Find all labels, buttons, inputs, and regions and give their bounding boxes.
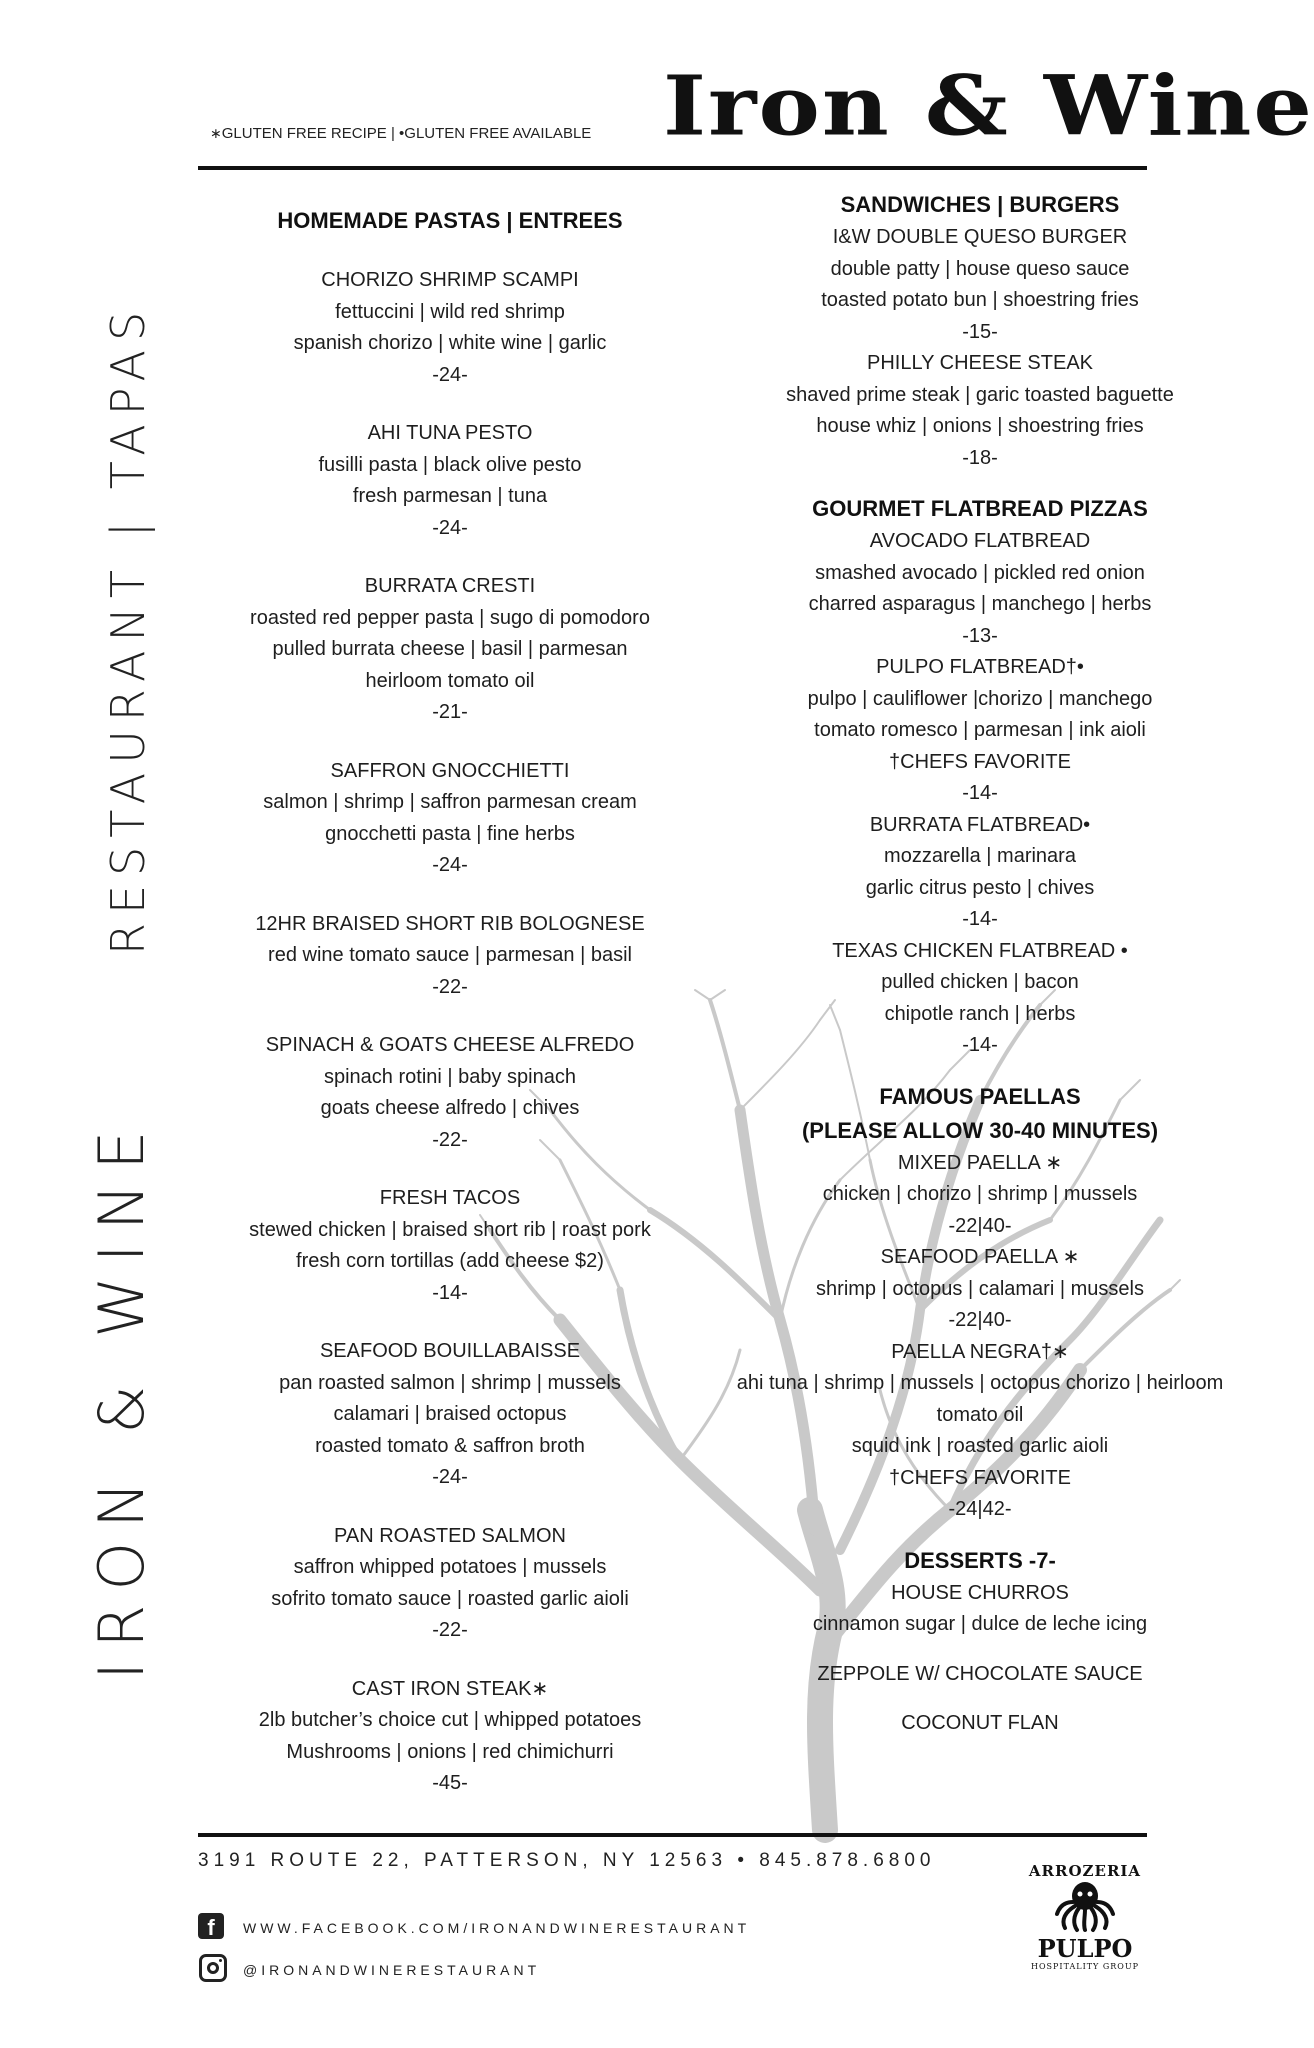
side-tagline: RESTAURANT | TAPAS <box>101 302 155 955</box>
footer-rule <box>198 1833 1147 1837</box>
menu-item-description: chicken | chorizo | shrimp | mussels <box>822 1183 1138 1205</box>
menu-item-description: charred asparagus | manchego | herbs <box>808 593 1152 615</box>
menu-item-description: †CHEFS FAVORITE <box>889 1466 1071 1489</box>
menu-item-price: -22- <box>432 975 468 998</box>
section-subtitle-paellas: (PLEASE ALLOW 30-40 MINUTES) <box>801 1117 1159 1143</box>
menu-item-price: -15- <box>962 320 998 343</box>
menu-item-price: -24- <box>432 516 468 539</box>
menu-item-price: -21- <box>432 701 468 723</box>
logo-hospitality-group: HOSPITALITY GROUP <box>1031 1962 1139 1971</box>
menu-item-name: I&W DOUBLE QUESO BURGER <box>832 226 1128 248</box>
menu-item-description: roasted tomato & saffron broth <box>315 1434 585 1457</box>
menu-item-description: pulled burrata cheese | basil | parmesan <box>272 638 628 660</box>
facebook-icon[interactable]: f <box>198 1913 224 1939</box>
menu-item <box>700 1242 1260 1337</box>
menu-item-price: -22|40- <box>948 1309 1012 1331</box>
menu-item-price: -45- <box>432 1772 468 1794</box>
menu-item <box>170 1647 730 1800</box>
menu-item-description: toasted potato bun | shoestring fries <box>821 289 1139 311</box>
menu-item-description: shrimp | octopus | calamari | mussels <box>816 1277 1144 1300</box>
menu-item-description: garlic citrus pesto | chives <box>865 876 1095 899</box>
menu-item-name: PHILLY CHEESE STEAK <box>866 352 1093 374</box>
menu-item-description: double patty | house queso sauce <box>830 257 1130 280</box>
menu-item-name: PAELLA NEGRA†∗ <box>891 1340 1069 1363</box>
menu-item <box>170 1494 730 1647</box>
menu-item-price: -24|42- <box>948 1498 1012 1520</box>
menu-item-name: HOUSE CHURROS <box>891 1581 1069 1604</box>
menu-item-price: -24- <box>432 854 468 876</box>
menu-item-description: spinach rotini | baby spinach <box>323 1065 576 1088</box>
menu-item-name: SAFFRON GNOCCHIETTI <box>330 759 570 782</box>
menu-item-price: -24- <box>432 1466 468 1488</box>
menu-item-name: BURRATA CRESTI <box>364 575 536 597</box>
menu-item <box>700 526 1260 652</box>
menu-item-price: -22- <box>432 1128 468 1151</box>
menu-item-description: salmon | shrimp | saffron parmesan cream <box>263 791 637 813</box>
menu-item-description: pulled chicken | bacon <box>881 971 1079 993</box>
menu-item <box>170 1003 730 1156</box>
menu-item-description: calamari | braised octopus <box>333 1403 567 1425</box>
menu-item-price: -14- <box>962 1034 998 1056</box>
brand-title: Iron & Wine <box>663 56 1314 155</box>
menu-item-name: AVOCADO FLATBREAD <box>869 530 1091 552</box>
menu-item <box>700 810 1260 936</box>
section-title-paellas: FAMOUS PAELLAS <box>879 1083 1081 1109</box>
menu-item-description: heirloom tomato oil <box>365 669 535 692</box>
left-menu-column <box>170 204 730 1800</box>
menu-item <box>700 1148 1260 1243</box>
menu-item-name: PULPO FLATBREAD†• <box>876 656 1084 678</box>
menu-item-price: -14- <box>962 782 998 804</box>
menu-item-description: spanish chorizo | white wine | garlic <box>293 332 607 354</box>
pasta-items <box>170 238 730 1800</box>
menu-item-price: -22|40- <box>948 1214 1012 1237</box>
menu-item <box>170 882 730 1004</box>
menu-item-description: mozzarella | marinara <box>884 845 1076 867</box>
menu-item <box>170 729 730 882</box>
menu-item-price: -22- <box>432 1619 468 1641</box>
menu-item-description: ahi tuna | shrimp | mussels | octopus chorizo | heirloom <box>736 1372 1224 1394</box>
address-phone: 3191 ROUTE 22, PATTERSON, NY 12563 • 845.878.6800 <box>198 1850 936 1871</box>
menu-item-description: cinnamon sugar | dulce de leche icing <box>812 1613 1148 1635</box>
menu-item-description: †CHEFS FAVORITE <box>889 750 1071 773</box>
instagram-icon[interactable] <box>199 1954 227 1982</box>
menu-item-description: stewed chicken | braised short rib | roast pork <box>249 1218 651 1241</box>
logo-arrozeria: ARROZERIA <box>1028 1862 1142 1880</box>
menu-item <box>700 348 1260 474</box>
menu-item <box>170 1309 730 1494</box>
menu-item <box>700 222 1260 348</box>
menu-item-name: CAST IRON STEAK∗ <box>351 1677 549 1700</box>
menu-item-name: AHI TUNA PESTO <box>367 422 533 444</box>
menu-item-description: fusilli pasta | black olive pesto <box>318 453 582 476</box>
menu-item-description: chipotle ranch | herbs <box>884 1002 1076 1025</box>
menu-item-name: MIXED PAELLA ∗ <box>897 1151 1063 1174</box>
menu-item-description: pan roasted salmon | shrimp | mussels <box>279 1371 621 1394</box>
menu-item-description: tomato romesco | parmesan | ink aioli <box>814 719 1146 741</box>
menu-item-price: -13- <box>962 624 998 647</box>
paella-items <box>700 1148 1260 1526</box>
menu-item-name: SPINACH & GOATS CHEESE ALFREDO <box>265 1034 635 1056</box>
menu-item-name: 12HR BRAISED SHORT RIB BOLOGNESE <box>255 912 645 935</box>
section-title-flatbreads: GOURMET FLATBREAD PIZZAS <box>812 496 1148 521</box>
menu-item-name: SEAFOOD PAELLA ∗ <box>880 1246 1080 1268</box>
menu-item-description: fettuccini | wild red shrimp <box>335 300 565 323</box>
menu-item <box>700 1337 1260 1526</box>
menu-item-price: -18- <box>962 446 998 469</box>
menu-item-description: squid ink | roasted garlic aioli <box>851 1435 1109 1457</box>
gluten-free-recipe-icon: ∗ <box>210 125 222 141</box>
menu-item-description: Mushrooms | onions | red chimichurri <box>286 1740 614 1763</box>
menu-item-name: SEAFOOD BOUILLABAISSE <box>319 1340 581 1362</box>
menu-item <box>700 936 1260 1062</box>
section-title-sandwiches: SANDWICHES | BURGERS <box>840 192 1120 217</box>
menu-item-name: FRESH TACOS <box>379 1187 521 1209</box>
menu-item-price: -14- <box>962 908 998 930</box>
menu-item-description: gnocchetti pasta | fine herbs <box>325 822 575 845</box>
section-title-desserts: DESSERTS -7- <box>904 1547 1056 1573</box>
legend-gf-available: GLUTEN FREE AVAILABLE <box>404 125 592 142</box>
menu-item-description: pulpo | cauliflower |chorizo | manchego <box>807 687 1153 710</box>
menu-item-description: smashed avocado | pickled red onion <box>815 561 1145 584</box>
header-rule <box>198 166 1147 170</box>
menu-item-description: saffron whipped potatoes | mussels <box>293 1556 607 1578</box>
flatbread-items <box>700 526 1260 1062</box>
side-restaurant-name: IRON & WINE <box>85 1116 158 1680</box>
legend-separator: | <box>390 125 395 142</box>
menu-item-name: CHORIZO SHRIMP SCAMPI <box>321 269 579 291</box>
menu-item-price: -14- <box>432 1281 468 1304</box>
gluten-free-available-icon: • <box>399 125 405 142</box>
menu-item <box>700 652 1260 810</box>
menu-item-name: ZEPPOLE W/ CHOCOLATE SAUCE <box>817 1662 1143 1685</box>
menu-item <box>170 238 730 391</box>
menu-item <box>170 1156 730 1309</box>
menu-item-name: BURRATA FLATBREAD• <box>869 813 1091 836</box>
logo-pulpo: PULPO <box>1037 1934 1133 1963</box>
section-title-pastas: HOMEMADE PASTAS | ENTREES <box>277 208 623 233</box>
menu-item-description: fresh parmesan | tuna <box>352 485 548 507</box>
menu-item-description: tomato oil <box>936 1403 1024 1426</box>
menu-item-name: COCONUT FLAN <box>901 1712 1059 1734</box>
menu-item-description: fresh corn tortillas (add cheese $2) <box>296 1250 604 1272</box>
dietary-legend <box>210 125 591 142</box>
menu-item <box>170 391 730 544</box>
menu-item <box>700 1578 1260 1641</box>
instagram-handle[interactable]: @IRONANDWINERESTAURANT <box>243 1962 541 1978</box>
menu-item-description: 2lb butcher’s choice cut | whipped potatoes <box>258 1709 642 1731</box>
octopus-icon <box>1055 1880 1115 1932</box>
sandwich-items <box>700 222 1260 474</box>
legend-gf-recipe: GLUTEN FREE RECIPE <box>221 125 387 142</box>
arrozeria-pulpo-logo <box>1020 1862 1150 1971</box>
menu-item-description: roasted red pepper pasta | sugo di pomodoro <box>250 606 650 629</box>
menu-item-description: shaved prime steak | garic toasted baguette <box>786 383 1174 406</box>
right-menu-column <box>700 188 1260 1740</box>
menu-item <box>700 1690 1260 1740</box>
menu-item-description: house whiz | onions | shoestring fries <box>816 415 1144 437</box>
menu-item <box>700 1641 1260 1691</box>
menu-item-description: goats cheese alfredo | chives <box>320 1097 580 1119</box>
menu-item-name: PAN ROASTED SALMON <box>334 1524 566 1547</box>
menu-item <box>170 544 730 729</box>
dessert-items <box>700 1578 1260 1740</box>
facebook-link[interactable]: WWW.FACEBOOK.COM/IRONANDWINERESTAURANT <box>243 1920 751 1936</box>
menu-item-description: sofrito tomato sauce | roasted garlic aioli <box>271 1587 629 1610</box>
menu-item-name: TEXAS CHICKEN FLATBREAD • <box>832 939 1128 962</box>
menu-item-price: -24- <box>432 363 468 386</box>
menu-item-description: red wine tomato sauce | parmesan | basil <box>268 944 632 966</box>
